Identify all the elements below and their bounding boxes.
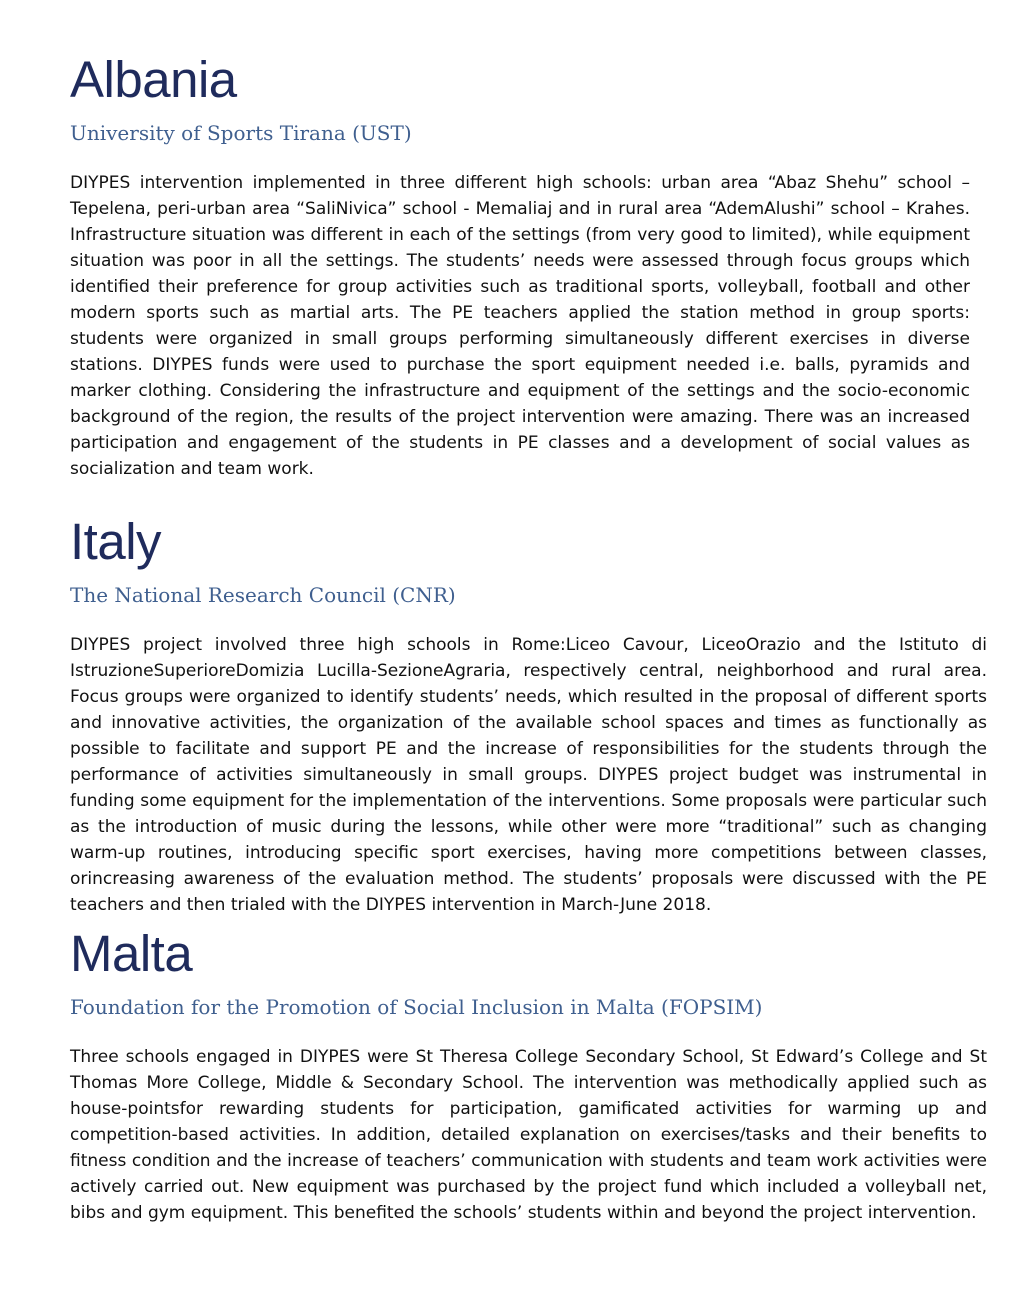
country-heading: Italy	[70, 513, 162, 570]
section-italy	[70, 512, 987, 918]
section-paragraph: DIYPES project involved three high schools in Rome:Liceo Cavour, LiceoOrazio and the Istituto di IstruzioneSuperioreDomizia Lucilla-SezioneAgraria, respectively central, neighborhood and rural area. Focus groups were organized to identify students’ needs, which resulted in the proposal of different sports and innovative activities, the organization of the available school spaces and times as functionally as possible to facilitate and support PE and the increase of responsibilities for the students through the performance of activities simultaneously in small groups. DIYPES project budget was instrumental in funding some equipment for the implementation of the interventions. Some proposals were particular such as the introduction of music during the lessons, while other were more “traditional” such as changing warm-up routines, introducing specific sport exercises, having more competitions between classes, orincreasing awareness of the evaluation method. The students’ proposals were discussed with the PE teachers and then trialed with the DIYPES intervention in March-June 2018.	[70, 635, 987, 915]
country-heading: Malta	[70, 925, 193, 982]
section-paragraph: Three schools engaged in DIYPES were St Theresa College Secondary School, St Edward’s College and St Thomas More College, Middle & Secondary School. The intervention was methodically applied such as house-pointsfor rewarding students for participation, gamificated activities for warming up and competition-based activities. In addition, detailed explanation on exercises/tasks and their benefits to fitness condition and the increase of teachers’ communication with students and team work activities were actively carried out. New equipment was purchased by the project fund which included a volleyball net, bibs and gym equipment. This benefited the schools’ students within and beyond the project intervention.	[70, 1047, 987, 1223]
section-malta	[70, 924, 987, 1226]
organization-subheading: Foundation for the Promotion of Social Inclusion in Malta (FOPSIM)	[70, 995, 763, 1019]
organization-subheading: University of Sports Tirana (UST)	[70, 121, 412, 145]
organization-subheading: The National Research Council (CNR)	[70, 583, 456, 607]
section-paragraph: DIYPES intervention implemented in three different high schools: urban area “Abaz Shehu” school – Tepelena, peri-urban area “SaliNivica” school - Memaliaj and in rural area “AdemAlushi” school – Krahes. Infrastructure situation was different in each of the settings (from very good to limited), while equipment situation was poor in all the settings. The students’ needs were assessed through focus groups which identified their preference for group activities such as traditional sports, volleyball, football and other modern sports such as martial arts. The PE teachers applied the station method in group sports: students were organized in small groups performing simultaneously different exercises in diverse stations. DIYPES funds were used to purchase the sport equipment needed i.e. balls, pyramids and marker clothing. Considering the infrastructure and equipment of the settings and the socio-economic background of the region, the results of the project intervention were amazing. There was an increased participation and engagement of the students in PE classes and a development of social values as socialization and team work.	[70, 173, 970, 479]
country-heading: Albania	[70, 51, 237, 108]
section-albania	[70, 50, 970, 482]
